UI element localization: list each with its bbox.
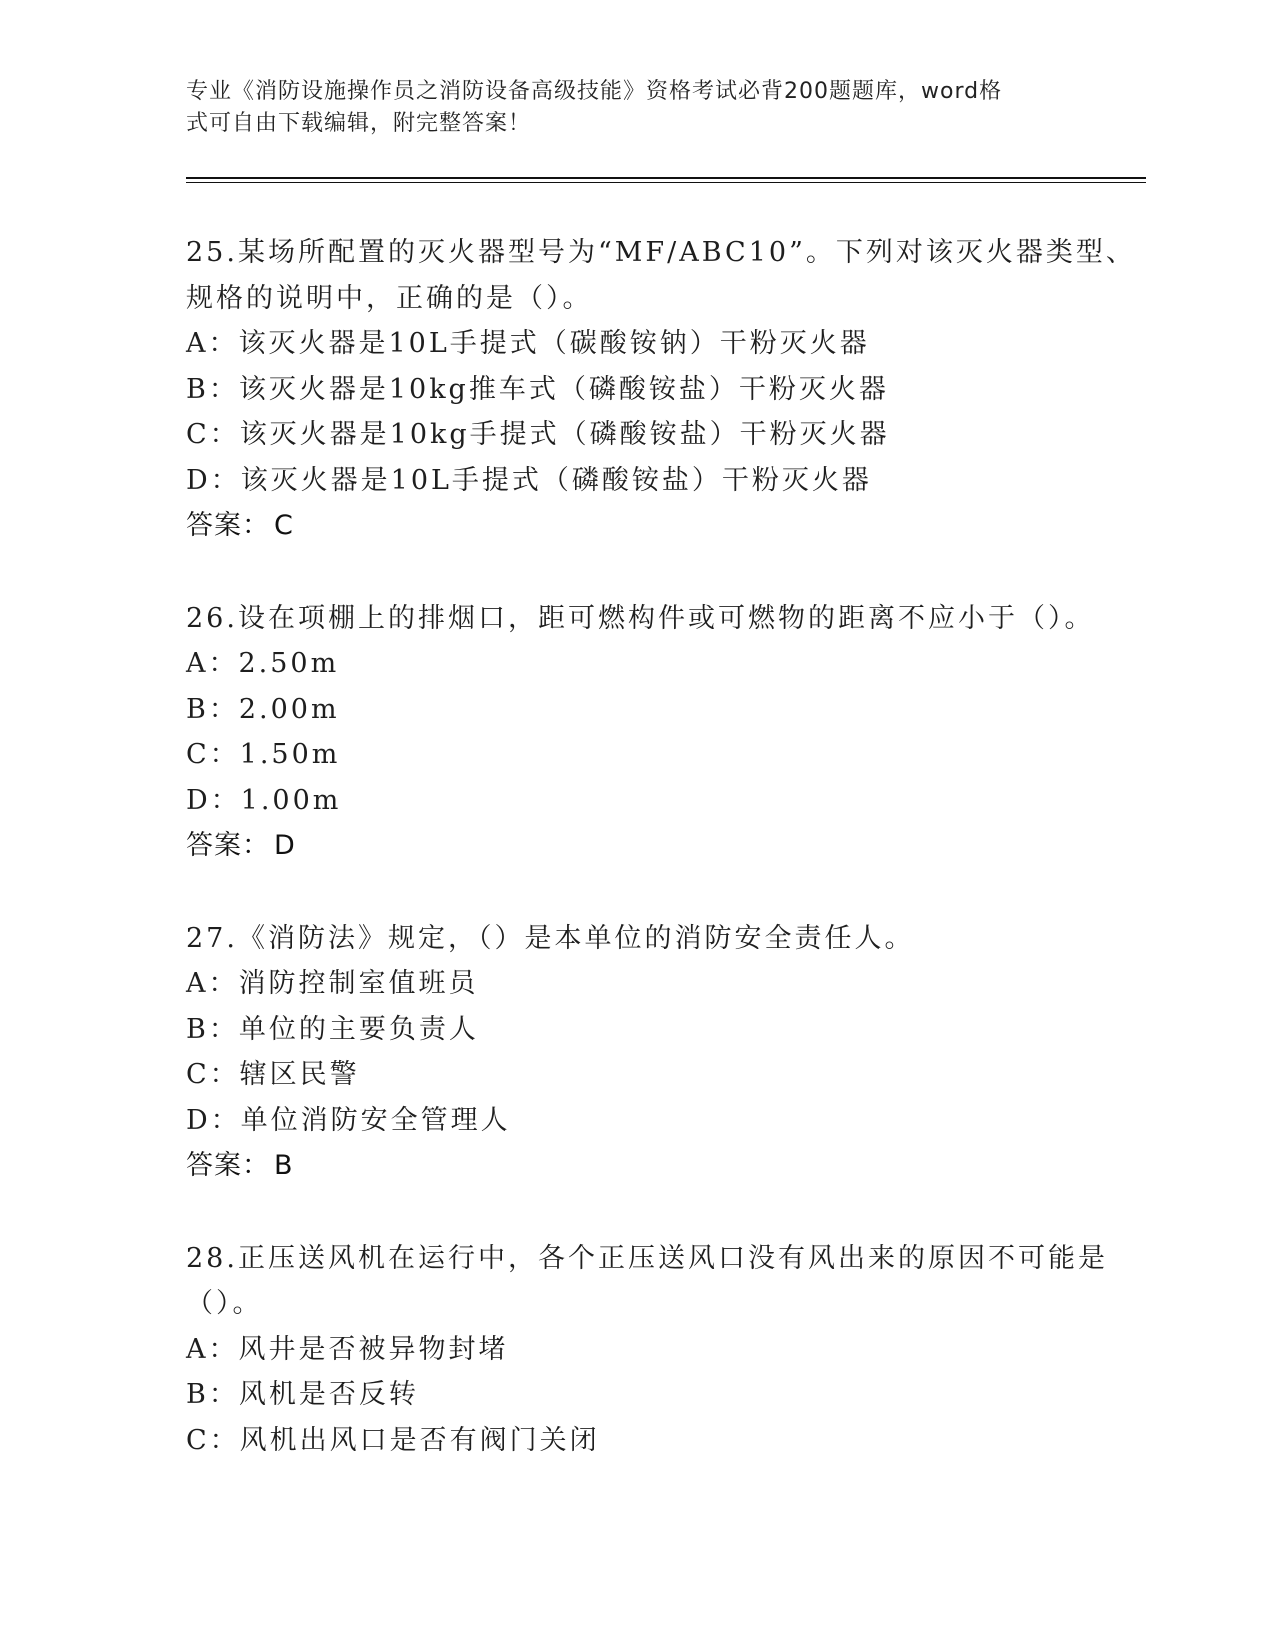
option-c: C：1.50m [186,739,341,770]
answer-label: 答案： [186,830,270,861]
question-26 [186,596,1095,869]
question-stem: 27.《消防法》规定，（）是本单位的消防安全责任人。 [186,922,915,954]
answer-line [186,1143,1086,1189]
option-a: A：风井是否被异物封堵 [186,1333,509,1365]
question-25 [186,230,1136,549]
answer-line [186,823,1086,869]
option-a: A：消防控制室值班员 [186,968,479,999]
question-27 [186,916,1086,1189]
answer-value: C [274,510,294,541]
option-d: D：1.00m [186,784,342,816]
header-line-2: 式可自由下载编辑，附完整答案！ [186,111,532,136]
question-stem-cont: （）。 [186,1288,263,1319]
option-c: C：辖区民警 [186,1059,360,1090]
option-c: C：该灭火器是10kg手提式（磷酸铵盐）干粉灭火器 [186,419,890,450]
option-a: A：2.50m [186,648,340,679]
question-28 [186,1236,1108,1464]
option-d: D：该灭火器是10L手提式（磷酸铵盐）干粉灭火器 [186,464,872,496]
answer-label: 答案： [186,510,270,541]
answer-line [186,503,1086,549]
option-b: B：风机是否反转 [186,1379,419,1410]
question-list [186,230,1136,1510]
header-line-1: 专业《消防设施操作员之消防设备高级技能》资格考试必背200题题库，word格 [186,79,1003,104]
answer-label: 答案： [186,1150,270,1181]
question-stem-cont: 规格的说明中，正确的是（）。 [186,282,593,314]
header-divider-thin [186,182,1146,183]
header-divider-thick [186,177,1146,179]
answer-value: B [274,1150,294,1181]
question-stem: 26.设在项棚上的排烟口，距可燃构件或可燃物的距离不应小于（）。 [186,602,1095,634]
option-a: A：该灭火器是10L手提式（碳酸铵钠）干粉灭火器 [186,328,870,359]
answer-value: D [274,830,296,861]
question-stem: 28.正压送风机在运行中，各个正压送风口没有风出来的原因不可能是 [186,1242,1108,1274]
document-header [186,76,1086,140]
question-stem: 25.某场所配置的灭火器型号为“MF/ABC10”。下列对该灭火器类型、 [186,237,1136,268]
option-b: B：2.00m [186,693,340,725]
option-d: D：单位消防安全管理人 [186,1104,511,1136]
option-b: B：该灭火器是10kg推车式（磷酸铵盐）干粉灭火器 [186,373,889,405]
option-b: B：单位的主要负责人 [186,1013,479,1045]
option-c: C：风机出风口是否有阀门关闭 [186,1424,600,1456]
